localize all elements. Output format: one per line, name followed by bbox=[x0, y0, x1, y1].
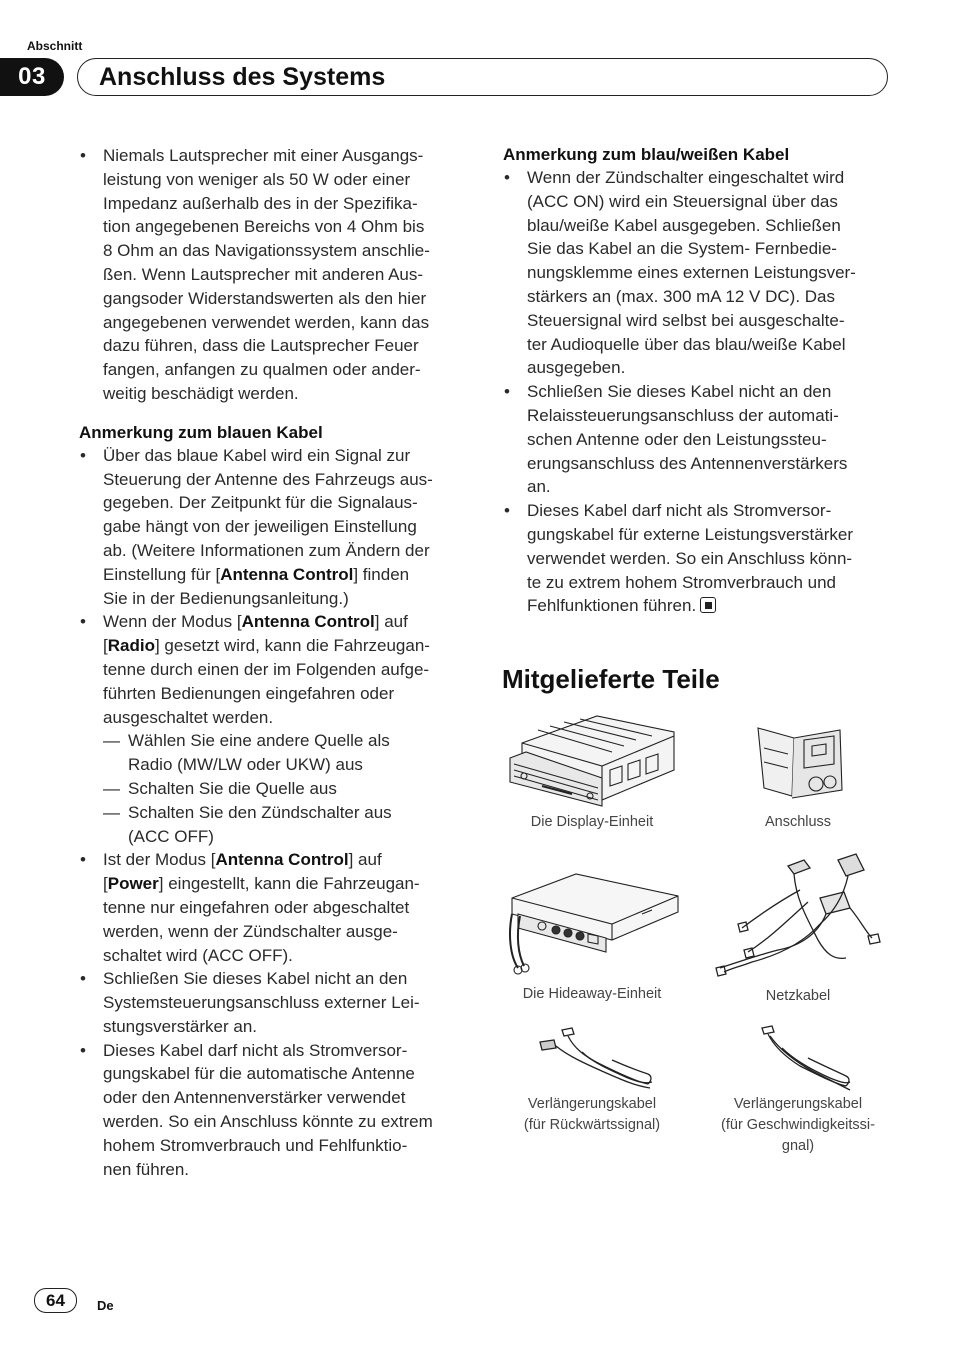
text-line bbox=[527, 594, 893, 618]
ext-reverse-caption-line2: (für Rückwärtssignal) bbox=[523, 1117, 661, 1133]
intro-bullet-list bbox=[79, 144, 469, 406]
text-line: tenne nur eingefahren oder abgeschaltet bbox=[103, 897, 410, 917]
power-cable-illustration bbox=[708, 850, 888, 986]
text-fragment: Ist der Modus [ bbox=[103, 850, 216, 870]
text-line: (ACC OFF) bbox=[128, 826, 214, 846]
ext-speed-caption-line3: gnal) bbox=[781, 1138, 815, 1154]
text-line: ausgeschaltet werden. bbox=[103, 707, 274, 727]
section-title: Anschluss des Systems bbox=[99, 63, 386, 91]
text-line: Sie in der Bedienungsanleitung.) bbox=[103, 588, 349, 608]
text-line: hohem Stromverbrauch und Fehlfunktio- bbox=[103, 1135, 408, 1155]
parts-heading: Mitgelieferte Teile bbox=[502, 664, 720, 694]
text-line: Systemsteuerungsanschluss externer Lei- bbox=[103, 993, 420, 1013]
part-power-cable bbox=[708, 850, 888, 1007]
text-line: Relaissteuerungsanschluss der automati- bbox=[527, 405, 839, 425]
text-fragment: Fehlfunktionen führen. bbox=[527, 596, 697, 616]
text-line bbox=[103, 872, 469, 896]
hideaway-unit-illustration bbox=[502, 864, 682, 984]
text-line: Steuersignal wird selbst bei ausgeschalte- bbox=[527, 310, 845, 330]
text-line: 8 Ohm an das Navigationssystem anschlie- bbox=[103, 241, 430, 261]
dash-marker: — bbox=[103, 731, 120, 751]
text-line: • Dieses Kabel darf nicht als Stromversor- bbox=[527, 501, 832, 521]
text-fragment: ] auf bbox=[348, 850, 382, 870]
text-line: Schalten Sie die Quelle aus bbox=[128, 778, 337, 798]
text-line: Impedanz außerhalb des in der Spezifika- bbox=[103, 193, 418, 213]
blue-bullet-3 bbox=[79, 848, 469, 967]
text-line: Sie das Kabel an die System- Fernbedie- bbox=[527, 239, 837, 259]
text-fragment: ] auf bbox=[374, 612, 408, 632]
text-fragment: [ bbox=[103, 874, 108, 894]
end-of-section-icon bbox=[700, 597, 716, 613]
text-line: werden, wenn der Zündschalter ausge- bbox=[103, 921, 398, 941]
blue-cable-heading: Anmerkung zum blauen Kabel bbox=[79, 422, 323, 442]
blue-bullet-1 bbox=[79, 444, 469, 611]
text-line: tion angegebenen Bereichs von 4 Ohm bis bbox=[103, 217, 425, 237]
keyword-antenna-control: Antenna Control bbox=[241, 612, 375, 632]
power-cable-caption: Netzkabel bbox=[765, 988, 831, 1004]
blue-white-bullet-list bbox=[503, 166, 893, 618]
text-line: • Dieses Kabel darf nicht als Stromversor- bbox=[103, 1040, 408, 1060]
text-line: Wählen Sie eine andere Quelle als bbox=[128, 731, 390, 751]
ext-speed-caption-line1: Verlängerungskabel bbox=[733, 1096, 863, 1112]
hideaway-unit-caption: Die Hideaway-Einheit bbox=[522, 986, 662, 1002]
blue-cable-bullet-list bbox=[79, 444, 469, 1182]
text-fragment: ] eingestellt, kann die Fahrzeugan- bbox=[158, 874, 420, 894]
text-line bbox=[103, 634, 469, 658]
section-label: Abschnitt bbox=[27, 39, 83, 53]
text-line: schaltet wird (ACC OFF). bbox=[103, 945, 293, 965]
text-line: weitig beschädigt werden. bbox=[103, 383, 299, 403]
text-line: Steuerung der Antenne des Fahrzeugs aus- bbox=[103, 469, 433, 489]
part-extension-cable-reverse bbox=[502, 1022, 682, 1136]
text-line: gegeben. Der Zeitpunkt für die Signalaus- bbox=[103, 493, 418, 513]
sub-item bbox=[103, 801, 469, 849]
part-display-unit bbox=[502, 708, 682, 833]
text-line: angegebenen verwendet werden, kann das bbox=[103, 312, 430, 332]
language-code: De bbox=[97, 1298, 114, 1313]
text-line: ßen. Wenn Lautsprecher mit anderen Aus- bbox=[103, 264, 424, 284]
text-line: leistung von weniger als 50 W oder einer bbox=[103, 169, 411, 189]
text-line: dazu führen, dass die Lautsprecher Feuer bbox=[103, 336, 419, 356]
section-number-badge: 03 bbox=[0, 58, 64, 96]
blue-white-cable-heading: Anmerkung zum blau/weißen Kabel bbox=[503, 145, 790, 164]
text-line: fangen, anfangen zu qualmen oder ander- bbox=[103, 360, 421, 380]
text-line: ab. (Weitere Informationen zum Ändern der bbox=[103, 540, 430, 560]
text-line: nungsklemme eines externen Leistungsver- bbox=[527, 263, 856, 283]
connector-illustration bbox=[708, 718, 888, 812]
text-line: te zu extrem hohem Stromverbrauch und bbox=[527, 572, 836, 592]
ext-speed-caption-line2: (für Geschwindigkeitssi- bbox=[721, 1117, 875, 1133]
text-line: ter Audioquelle über das blau/weiße Kabel bbox=[527, 334, 846, 354]
text-line: führten Bedienungen eingefahren oder bbox=[103, 683, 395, 703]
text-fragment: Wenn der Modus [ bbox=[103, 612, 242, 632]
text-line: • Wenn der Zündschalter eingeschaltet wird bbox=[527, 168, 845, 187]
text-line: • Schließen Sie dieses Kabel nicht an den bbox=[527, 382, 832, 402]
text-fragment: ] finden bbox=[353, 564, 410, 584]
text-line bbox=[103, 848, 469, 872]
part-extension-cable-speed bbox=[708, 1022, 888, 1157]
extension-cable-reverse-illustration bbox=[502, 1022, 682, 1094]
keyword-power: Power bbox=[107, 874, 159, 894]
text-line: an. bbox=[527, 477, 551, 497]
text-line: schen Antenne oder den Leistungssteu- bbox=[527, 429, 827, 449]
text-line: blau/weiße Kabel ausgegeben. Schließen bbox=[527, 215, 841, 235]
part-connector bbox=[708, 718, 888, 833]
display-unit-caption: Die Display-Einheit bbox=[530, 814, 654, 830]
blue-bullet-5 bbox=[79, 1039, 469, 1182]
text-fragment: Einstellung für [ bbox=[103, 564, 221, 584]
keyword-antenna-control: Antenna Control bbox=[215, 850, 349, 870]
sub-item bbox=[103, 777, 469, 801]
extension-cable-speed-illustration bbox=[708, 1022, 888, 1094]
text-line: • Schließen Sie dieses Kabel nicht an den bbox=[103, 969, 408, 989]
text-line: oder den Antennenverstärker verwendet bbox=[103, 1088, 406, 1108]
dash-marker: — bbox=[103, 802, 120, 822]
bw-bullet-2 bbox=[503, 380, 893, 499]
text-fragment: ] gesetzt wird, kann die Fahrzeugan- bbox=[154, 636, 430, 656]
blue-bullet-2 bbox=[79, 610, 469, 848]
keyword-radio: Radio bbox=[107, 636, 155, 656]
text-line: Schalten Sie den Zündschalter aus bbox=[128, 802, 392, 822]
dash-marker: — bbox=[103, 778, 120, 798]
sub-item bbox=[103, 729, 469, 777]
page-number: 64 bbox=[34, 1288, 77, 1313]
text-line: ausgegeben. bbox=[527, 358, 626, 378]
blue-bullet-4 bbox=[79, 967, 469, 1038]
text-line: gangsoder Widerstandswerten als den hier bbox=[103, 288, 427, 308]
keyword-antenna-control: Antenna Control bbox=[220, 564, 354, 584]
intro-bullet bbox=[79, 144, 469, 406]
ext-reverse-caption-line1: Verlängerungskabel bbox=[527, 1096, 657, 1112]
text-fragment: [ bbox=[103, 636, 108, 656]
text-line: stungsverstärker an. bbox=[103, 1016, 258, 1036]
text-line bbox=[103, 610, 469, 634]
right-column bbox=[503, 144, 893, 618]
text-line: • Niemals Lautsprecher mit einer Ausgangs- bbox=[103, 146, 424, 165]
text-line: gabe hängt von der jeweiligen Einstellung bbox=[103, 517, 417, 537]
text-line bbox=[103, 563, 469, 587]
text-line: gungskabel für externe Leistungsverstärker bbox=[527, 524, 854, 544]
bw-bullet-1 bbox=[503, 166, 893, 380]
bw-bullet-3 bbox=[503, 499, 893, 618]
text-line: nen führen. bbox=[103, 1159, 190, 1179]
text-line: tenne durch einen der im Folgenden aufge- bbox=[103, 659, 430, 679]
text-line: verwendet werden. So ein Anschluss könn- bbox=[527, 548, 853, 568]
text-line: • Über das blaue Kabel wird ein Signal zur bbox=[103, 445, 411, 465]
connector-caption: Anschluss bbox=[764, 814, 832, 830]
display-unit-illustration bbox=[502, 708, 682, 812]
text-line: (ACC ON) wird ein Steuersignal über das bbox=[527, 191, 838, 211]
text-line: werden. So ein Anschluss könnte zu extrem bbox=[103, 1112, 433, 1132]
text-line: stärkers an (max. 300 mA 12 V DC). Das bbox=[527, 286, 835, 306]
text-line: erungsanschluss des Antennenverstärkers bbox=[527, 453, 848, 473]
left-column bbox=[79, 144, 469, 1181]
text-line: gungskabel für die automatische Antenne bbox=[103, 1064, 415, 1084]
part-hideaway-unit bbox=[502, 864, 682, 1005]
text-line: Radio (MW/LW oder UKW) aus bbox=[128, 755, 363, 775]
